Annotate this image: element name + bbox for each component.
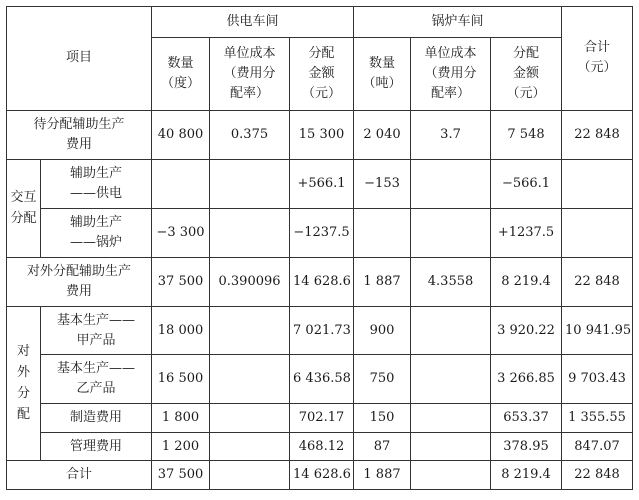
cell-total: 22 848 [562, 257, 633, 306]
header-boiler-unit-cost [411, 37, 491, 110]
cell-power-amount: 7 021.73 [290, 306, 354, 355]
header-boiler-amount [491, 37, 562, 110]
cell-boiler-qty: 150 [354, 404, 411, 433]
header-power-amount [290, 37, 354, 110]
cell-power-amount: 702.17 [290, 404, 354, 433]
cell-power-qty [152, 159, 210, 208]
cell-power-qty: 37 500 [152, 257, 210, 306]
table-row-grand-total [7, 461, 633, 490]
row-label: 管理费用 [41, 432, 152, 461]
cell-boiler-amount: 3 266.85 [491, 355, 562, 404]
cell-power-amount: +566.1 [290, 159, 354, 208]
cell-power-unit [210, 355, 290, 404]
cell-boiler-qty: 1 887 [354, 257, 411, 306]
row-label [41, 208, 152, 257]
cell-boiler-qty [354, 208, 411, 257]
cell-power-qty: −3 300 [152, 208, 210, 257]
cell-boiler-unit [411, 355, 491, 404]
row-label-text: 基本生产—— 乙产品 [57, 361, 136, 397]
cell-boiler-unit: 4.3558 [411, 257, 491, 306]
table-row-basic-a [7, 306, 633, 355]
header-total [562, 7, 633, 111]
cell-power-amount: 468.12 [290, 432, 354, 461]
header-power-unit-cost [210, 37, 290, 110]
cell-boiler-amount: 7 548 [491, 110, 562, 159]
row-label: 制造费用 [41, 404, 152, 433]
cell-power-qty: 1 200 [152, 432, 210, 461]
cell-power-qty: 1 800 [152, 404, 210, 433]
table-row-interchange-power [7, 159, 633, 208]
cell-boiler-qty: 87 [354, 432, 411, 461]
cell-power-unit [210, 208, 290, 257]
cell-total [562, 159, 633, 208]
cell-boiler-unit [411, 432, 491, 461]
cell-total: 9 703.43 [562, 355, 633, 404]
cell-power-amount: 14 628.6 [290, 461, 354, 490]
header-power-workshop: 供电车间 [152, 7, 354, 38]
cell-total: 10 941.95 [562, 306, 633, 355]
cell-power-qty: 37 500 [152, 461, 210, 490]
cell-boiler-qty: −153 [354, 159, 411, 208]
cell-boiler-amount: +1237.5 [491, 208, 562, 257]
cell-boiler-amount: 378.95 [491, 432, 562, 461]
cell-power-unit [210, 159, 290, 208]
row-label-text: 对外分配辅助生产 费用 [27, 263, 132, 299]
header-boiler-unit-cost-label: 单位成本 （费用分 配率） [424, 45, 477, 101]
group-label-interchange-text: 交互 分配 [10, 190, 37, 227]
row-label [41, 355, 152, 404]
cell-total [562, 208, 633, 257]
cell-power-amount: 14 628.6 [290, 257, 354, 306]
cell-boiler-amount: −566.1 [491, 159, 562, 208]
cell-total: 22 848 [562, 461, 633, 490]
cell-boiler-unit [411, 461, 491, 490]
table-row-basic-b [7, 355, 633, 404]
cell-boiler-unit: 3.7 [411, 110, 491, 159]
cell-power-unit [210, 306, 290, 355]
row-label: 合计 [7, 461, 152, 490]
cell-boiler-amount: 8 219.4 [491, 257, 562, 306]
header-power-amount-label: 分配 金额 （元） [302, 45, 342, 101]
header-boiler-workshop: 锅炉车间 [354, 7, 562, 38]
cell-boiler-qty: 900 [354, 306, 411, 355]
cell-boiler-qty: 1 887 [354, 461, 411, 490]
table-row-interchange-boiler [7, 208, 633, 257]
cell-boiler-qty: 2 040 [354, 110, 411, 159]
cell-power-unit: 0.375 [210, 110, 290, 159]
table-row-pending [7, 110, 633, 159]
cell-boiler-unit [411, 208, 491, 257]
row-label [41, 159, 152, 208]
cell-power-amount: 6 436.58 [290, 355, 354, 404]
cell-total: 22 848 [562, 110, 633, 159]
row-label-text: 待分配辅助生产 费用 [33, 116, 125, 152]
cell-power-amount: 15 300 [290, 110, 354, 159]
cell-boiler-qty: 750 [354, 355, 411, 404]
header-total-label: 合计 （元） [577, 40, 617, 76]
cell-boiler-unit [411, 306, 491, 355]
cell-power-qty: 16 500 [152, 355, 210, 404]
row-label-text: 辅助生产 ——供电 [70, 165, 123, 201]
table-row-management [7, 432, 633, 461]
cell-power-qty: 18 000 [152, 306, 210, 355]
header-boiler-qty-label: 数量 （吨） [362, 55, 402, 91]
cell-power-unit [210, 461, 290, 490]
group-label-external [7, 306, 41, 461]
cell-power-unit [210, 432, 290, 461]
cell-boiler-amount: 653.37 [491, 404, 562, 433]
header-power-qty-label: 数量 （度） [161, 55, 201, 91]
row-label-text: 基本生产—— 甲产品 [57, 312, 136, 348]
row-label-text: 辅助生产 ——锅炉 [70, 214, 123, 250]
row-label [41, 306, 152, 355]
header-power-unit-cost-label: 单位成本 （费用分 配率） [223, 45, 276, 101]
group-label-interchange [7, 159, 41, 257]
cell-total: 1 355.55 [562, 404, 633, 433]
cell-total: 847.07 [562, 432, 633, 461]
cell-power-unit: 0.390096 [210, 257, 290, 306]
group-label-external-text: 对 外 分 配 [16, 344, 30, 423]
row-label [7, 110, 152, 159]
header-boiler-amount-label: 分配 金额 （元） [506, 45, 546, 101]
table-row-manufacturing [7, 404, 633, 433]
allocation-table [6, 6, 633, 490]
cell-power-unit [210, 404, 290, 433]
cell-boiler-amount: 3 920.22 [491, 306, 562, 355]
cell-power-amount: −1237.5 [290, 208, 354, 257]
row-label [7, 257, 152, 306]
header-boiler-qty [354, 37, 411, 110]
header-item: 项目 [7, 7, 152, 111]
cell-boiler-unit [411, 404, 491, 433]
header-row-1 [7, 7, 633, 38]
table-row-external-total [7, 257, 633, 306]
cell-boiler-unit [411, 159, 491, 208]
cell-power-qty: 40 800 [152, 110, 210, 159]
cell-boiler-amount: 8 219.4 [491, 461, 562, 490]
header-power-qty [152, 37, 210, 110]
